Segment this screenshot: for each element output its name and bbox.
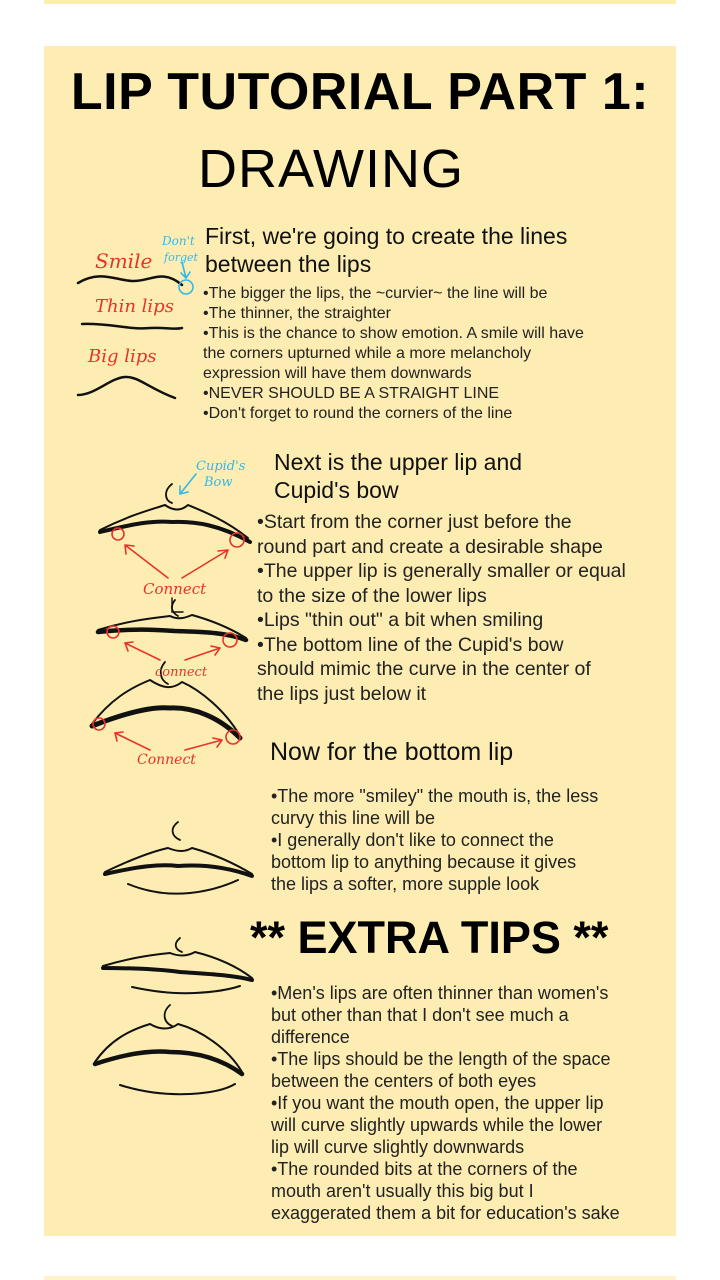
smile-label: Smile [95,249,153,273]
mouth-line-4 [105,865,252,876]
page-title: LIP TUTORIAL PART 1: [70,63,650,121]
section1-bullets: •The bigger the lips, the ~curvier~ the line will be •The thinner, the straighter •This is the chance to show emotion. A smile will have the corners upturned while a more melancholy expression will have them downwards •NEVER SHOULD BE A STRAIGHT LINE •Don't forget to round the corners of the line [203,285,584,422]
section3-heading: Now for the bottom lip [270,738,514,766]
mouth-line-3 [92,708,240,738]
nose-tip-4 [173,822,180,840]
section2-bullets: •Start from the corner just before the round part and create a desirable shape •The upper lip is generally smaller or equal to the size of the lower lips •Lips "thin out" a bit when smiling •The bottom line of the Cupid's bow should mimic the curve in the center of the lips just below it [257,511,626,705]
bow-label: Bow [204,475,233,490]
connect-label-2: connect [155,665,208,680]
section1-heading: First, we're going to create the lines between the lips [205,223,568,277]
nose-tip-1 [166,484,172,503]
connect-label-3: Connect [137,752,196,768]
thin-line-sketch [82,324,182,329]
cupids-label: Cupid's [196,459,246,474]
big-lips-label: Big lips [88,346,157,367]
lower-lip-5 [132,986,240,993]
connect-label-1: Connect [143,580,207,598]
nose-tip-5 [176,938,182,952]
big-line-sketch [78,377,175,398]
mouth-line-5 [103,968,252,980]
dont-label: Don't [162,234,195,248]
corner-circle-highlight [179,280,193,294]
upper-lip-6 [95,1024,242,1072]
connect-underline-1 [172,598,183,612]
section3-bullets: •The more "smiley" the mouth is, the less curvy this line will be •I generally don't like to connect the bottom lip to anything because it gives the lips a softer, more supple look [271,786,599,894]
connect-arrow-3 [115,732,222,750]
lower-lip-6 [120,1084,235,1094]
forget-arrow [181,262,190,278]
section2-heading: Next is the upper lip and Cupid's bow [274,449,523,503]
connect-arrow-1 [125,545,228,578]
forget-label: forget [164,251,198,264]
extra-tips-bullets: •Men's lips are often thinner than women's but other than that I don't see much a difference •The lips should be the length of the space between the centers of both eyes •If you want the mouth open, the upper lip will curve slightly upwards while the lower lip will curve slightly downwards •The rounded bits at the corners of the mouth aren't usually this big but I exaggerated them a bit for education's sake [271,983,620,1223]
mouth-line-6 [95,1052,242,1075]
extra-tips-heading: ** EXTRA TIPS ** [250,912,609,963]
thin-lips-label: Thin lips [95,296,174,317]
smile-line-sketch [78,276,182,285]
nose-tip-6 [165,1005,172,1026]
connect-arrow-2 [125,642,220,660]
lower-lip-4 [128,880,238,894]
page-subtitle: DRAWING [198,139,464,199]
nose-tip-2 [172,600,178,616]
cupids-bow-arrow [180,474,196,494]
